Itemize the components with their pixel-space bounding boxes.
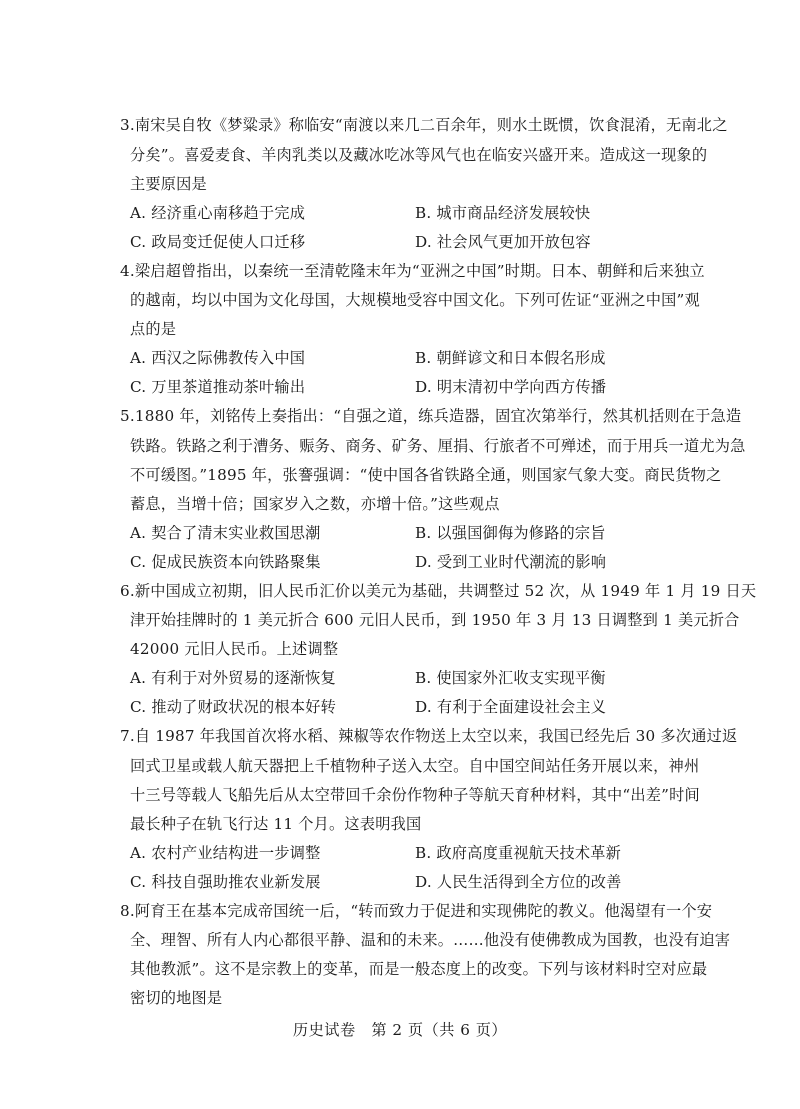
question-text-line: 津开始挂牌时的 1 美元折合 600 元旧人民币，到 1950 年 3 月 13 日调整到 1 美元折合	[130, 611, 740, 629]
question-text-line: 十三号等载人飞船先后从太空带回千余份作物种子等航天育种材料，其中“出差”时间	[130, 786, 700, 804]
option-b: B. 使国家外汇收支实现平衡	[415, 669, 606, 687]
question-text-line: 密切的地图是	[130, 989, 223, 1007]
option-c: C. 推动了财政状况的根本好转	[130, 698, 336, 716]
option-a: A. 西汉之际佛教传入中国	[130, 349, 306, 367]
question-text-line: 点的是	[130, 320, 177, 338]
question-text-line: 铁路。铁路之利于漕务、赈务、商务、矿务、厘捐、行旅者不可殚述，而于用兵一道尤为急	[130, 437, 746, 455]
question-text-line: 回式卫星或载人航天器把上千植物种子送入太空。自中国空间站任务开展以来，神州	[130, 757, 700, 775]
question-text-line: 6.新中国成立初期，旧人民币汇价以美元为基础，共调整过 52 次，从 1949 年 1 月 19 日天	[120, 582, 757, 600]
option-d: D. 受到工业时代潮流的影响	[415, 553, 607, 571]
option-d: D. 社会风气更加开放包容	[415, 233, 591, 251]
option-b: B. 政府高度重视航天技术革新	[415, 844, 622, 862]
question-text-line: 其他教派”。这不是宗教上的变革，而是一般态度上的改变。下列与该材料时空对应最	[130, 960, 708, 978]
question-text-line: 最长种子在轨飞行达 11 个月。这表明我国	[130, 815, 422, 833]
option-c: C. 万里茶道推动茶叶输出	[130, 378, 306, 396]
option-d: D. 人民生活得到全方位的改善	[415, 873, 622, 891]
option-d: D. 有利于全面建设社会主义	[415, 698, 607, 716]
question-text-line: 的越南，均以中国为文化母国，大规模地受容中国文化。下列可佐证“亚洲之中国”观	[130, 291, 700, 309]
question-text-line: 分矣”。喜爱麦食、羊肉乳类以及藏冰吃冰等风气也在临安兴盛开来。造成这一现象的	[130, 146, 708, 164]
option-b: B. 城市商品经济发展较快	[415, 204, 591, 222]
question-text-line: 不可缓图。”1895 年，张謇强调：“使中国各省铁路全通，则国家气象大变。商民货物之	[130, 466, 722, 484]
option-a: A. 经济重心南移趋于完成	[130, 204, 306, 222]
question-text-line: 主要原因是	[130, 175, 207, 193]
option-b: B. 朝鲜谚文和日本假名形成	[415, 349, 606, 367]
option-c: C. 科技自强助推农业新发展	[130, 873, 321, 891]
question-text-line: 全、理智、所有人内心都很平静、温和的未来。……他没有使佛教成为国教，也没有迫害	[130, 931, 731, 949]
option-a: A. 契合了清末实业救国思潮	[130, 524, 321, 542]
question-text-line: 7.自 1987 年我国首次将水稻、辣椒等农作物送上太空以来，我国已经先后 30 多次通过返	[120, 727, 738, 745]
question-text-line: 42000 元旧人民币。上述调整	[130, 640, 339, 658]
option-b: B. 以强国御侮为修路的宗旨	[415, 524, 606, 542]
option-a: A. 农村产业结构进一步调整	[130, 844, 321, 862]
question-text-line: 蓄息，当增十倍；国家岁入之数，亦增十倍。”这些观点	[130, 495, 500, 513]
option-c: C. 促成民族资本向铁路聚集	[130, 553, 321, 571]
option-c: C. 政局变迁促使人口迁移	[130, 233, 306, 251]
page-footer: 历史试卷 第 2 页（共 6 页）	[292, 1021, 508, 1039]
option-a: A. 有利于对外贸易的逐渐恢复	[130, 669, 336, 687]
option-d: D. 明末清初中学向西方传播	[415, 378, 607, 396]
question-text-line: 8.阿育王在基本完成帝国统一后，“转而致力于促进和实现佛陀的教义。他渴望有一个安	[120, 902, 713, 920]
question-text-line: 5.1880 年，刘铭传上奏指出：“自强之道，练兵造器，固宜次第举行，然其机括则在于急造	[120, 407, 742, 425]
question-text-line: 4.梁启超曾指出，以秦统一至清乾隆末年为“亚洲之中国”时期。日本、朝鲜和后来独立	[120, 262, 705, 280]
question-text-line: 3.南宋吴自牧《梦粱录》称临安“南渡以来几二百余年，则水土既惯，饮食混淆，无南北之	[120, 116, 728, 134]
